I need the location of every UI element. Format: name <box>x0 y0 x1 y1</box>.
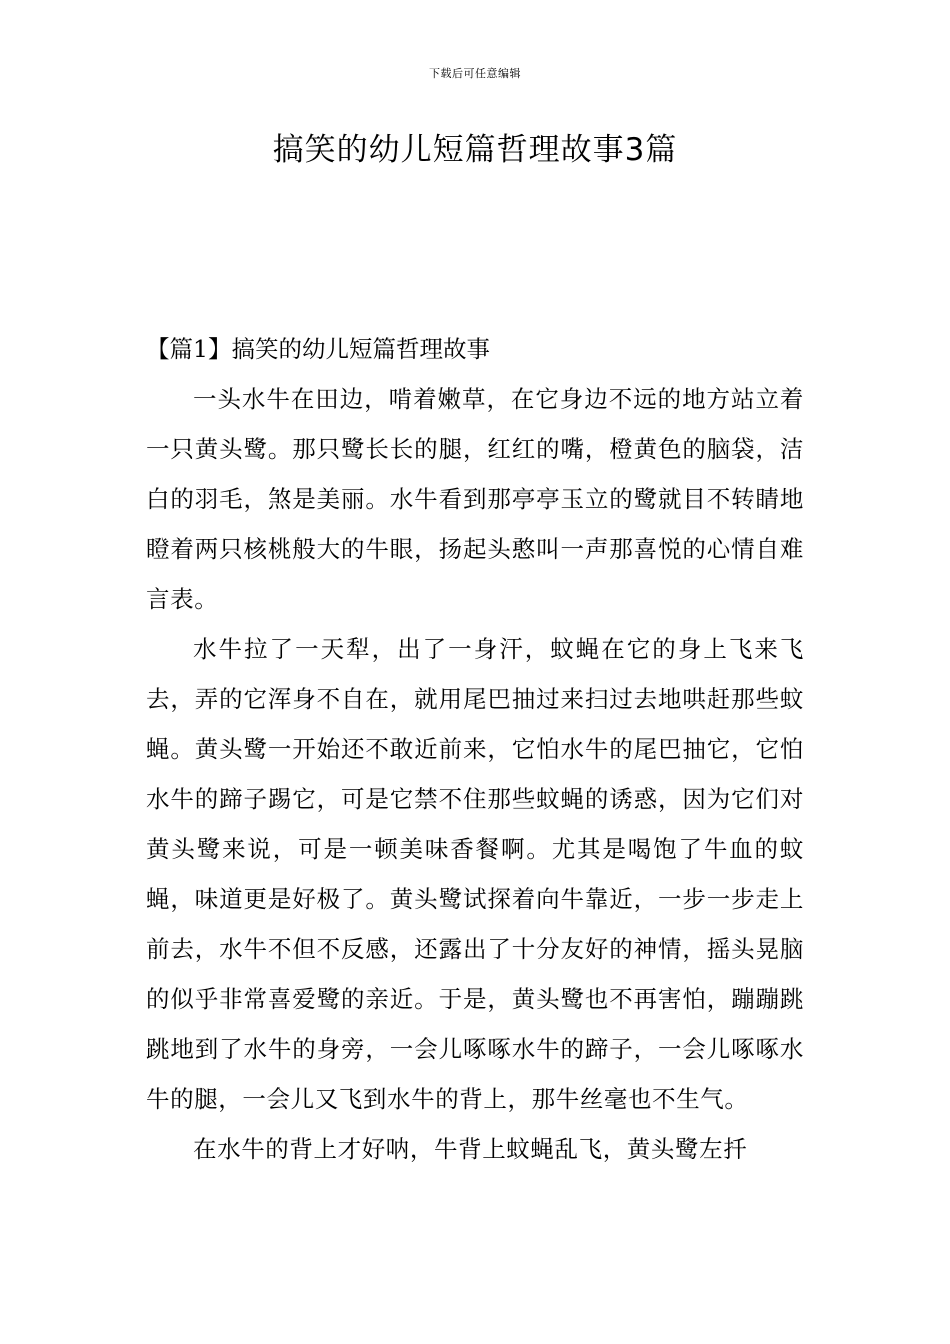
section-heading: 【篇1】搞笑的幼儿短篇哲理故事 <box>146 335 490 363</box>
paragraph: 一头水牛在田边，啃着嫩草，在它身边不远的地方站立着一只黄头鹭。那只鹭长长的腿，红红的嘴，橙黄色的脑袋，洁白的羽毛，煞是美丽。水牛看到那亭亭玉立的鹭就目不转睛地瞪着两只核桃般大的牛眼，扬起头憨叫一声那喜悦的心情自难言表。 <box>146 385 804 613</box>
header-note: 下载后可任意编辑 <box>429 67 521 80</box>
paragraph: 在水牛的背上才好呐，牛背上蚊蝇乱飞，黄头鹭左扦 <box>193 1135 748 1163</box>
document-body <box>146 324 804 1174</box>
document-title: 搞笑的幼儿短篇哲理故事3篇 <box>272 132 678 168</box>
paragraph: 水牛拉了一天犁，出了一身汗，蚊蝇在它的身上飞来飞去，弄的它浑身不自在，就用尾巴抽过来扫过去地哄赶那些蚊蝇。黄头鹭一开始还不敢近前来，它怕水牛的尾巴抽它，它怕水牛的蹄子踢它，可是它禁不住那些蚊蝇的诱惑，因为它们对黄头鹭来说，可是一顿美味香餐啊。尤其是喝饱了牛血的蚊蝇，味道更是好极了。黄头鹭试探着向牛靠近，一步一步走上前去，水牛不但不反感，还露出了十分友好的神情，摇头晃脑的似乎非常喜爱鹭的亲近。于是，黄头鹭也不再害怕，蹦蹦跳跳地到了水牛的身旁，一会儿啄啄水牛的蹄子，一会儿啄啄水牛的腿，一会儿又飞到水牛的背上，那牛丝毫也不生气。 <box>146 635 804 1113</box>
